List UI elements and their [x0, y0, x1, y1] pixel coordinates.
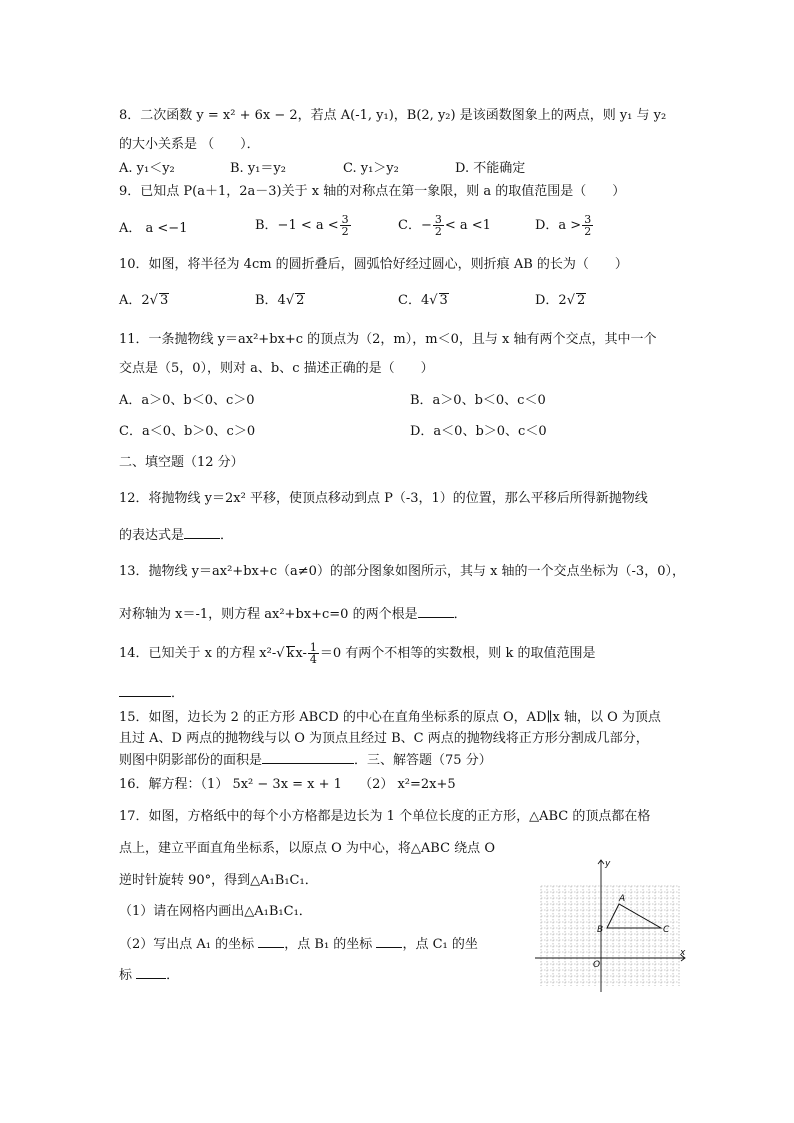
answer-blank	[184, 526, 220, 539]
q12-line1: 12．将抛物线 y＝2x² 平移，使顶点移动到点 P（-3，1）的位置，那么平移后所得新抛物线	[119, 491, 648, 506]
q9-option-c: C．− $\frac{3}{2}$ < a <1	[398, 213, 491, 238]
q13-line2: 对称轴为 x＝-1，则方程 ax²+bx+c=0 的两个根是 ．	[119, 607, 467, 622]
q15-line2: 且过 A、D 两点的抛物线与以 O 为顶点且经过 B、C 两点的抛物线将正方形分割成几部分，	[119, 731, 649, 746]
answer-blank	[418, 605, 454, 618]
answer-blank	[376, 935, 402, 948]
y-axis-label: y	[605, 859, 611, 869]
q14-line1: 14．已知关于 x 的方程 x²-√ kx- $\frac{1}{4}$ ＝0 有两个不相等的实数根，则 k 的取值范围是	[119, 641, 596, 666]
q17-part2: （2）写出点 A₁ 的坐标 ，点 B₁ 的坐标 ，点 C₁ 的坐	[119, 937, 478, 952]
origin-label: O	[593, 960, 601, 970]
q10-option-a: A．2√ 3	[119, 293, 169, 308]
q8-line2: 的大小关系是 （ ）．	[119, 137, 260, 152]
coordinate-grid	[527, 856, 689, 996]
q9-option-d: D．a > $\frac{3}{2}$	[535, 213, 592, 238]
point-a-label: A	[619, 894, 626, 904]
q10-option-c: C．4√ 3	[398, 293, 448, 308]
q17-part1: （1）请在网格内画出△A₁B₁C₁．	[119, 904, 312, 919]
q17-line2: 点上，建立平面直角坐标系，以原点 O 为中心，将△ABC 绕点 O	[119, 841, 495, 856]
q17-part2-cont: 标 ．	[119, 968, 180, 983]
grid-figure	[527, 856, 689, 996]
q11-option-b: B．a＞0、b＜0、c＜0	[410, 393, 546, 408]
point-c-label: C	[663, 925, 670, 935]
grid-lines	[541, 886, 679, 986]
q10-option-d: D．2√ 2	[535, 293, 586, 308]
answer-blank	[258, 935, 284, 948]
q10-stem: 10．如图，将半径为 4cm 的圆折叠后，圆弧恰好经过圆心，则折痕 AB 的长为（ ）	[119, 257, 628, 272]
q17-line1: 17．如图，方格纸中的每个小方格都是边长为 1 个单位长度的正方形，△ABC 的顶点都在格	[119, 809, 651, 824]
q8-line1: 8．二次函数 y = x² + 6x − 2，若点 A(-1, y₁)，B(2, y₂) 是该函数图象上的两点，则 y₁ 与 y₂	[119, 108, 667, 123]
answer-blank	[136, 966, 166, 979]
answer-blank	[119, 684, 171, 697]
q13-line1: 13．抛物线 y＝ax²+bx+c（a≠0）的部分图象如图所示，其与 x 轴的一个交点坐标为（-3，0），	[119, 564, 685, 579]
q11-option-a: A．a＞0、b＜0、c＞0	[119, 393, 255, 408]
q8-option-c: C. y₁＞y₂	[343, 161, 399, 176]
q9-stem: 9．已知点 P(a＋1，2a－3)关于 x 轴的对称点在第一象限，则 a 的取值范围是（ ）	[119, 184, 626, 199]
q11-line1: 11．一条抛物线 y＝ax²+bx+c 的顶点为（2，m），m＜0，且与 x 轴有两个交点，其中一个	[119, 332, 657, 347]
q11-line2: 交点是（5，0），则对 a、b、c 描述正确的是（ ）	[119, 361, 434, 376]
q8-option-d: D. 不能确定	[455, 161, 526, 176]
q9-option-a: A． a <−1	[119, 221, 188, 236]
q15-line3: 则图中阴影部份的面积是 ．三、解答题（75 分）	[119, 753, 492, 768]
q17-line3: 逆时针旋转 90°，得到△A₁B₁C₁．	[119, 873, 318, 888]
q11-option-d: D．a＜0、b＞0、c＜0	[410, 424, 547, 439]
q14-line2: ．	[119, 684, 184, 703]
answer-blank	[262, 751, 354, 764]
q12-line2: 的表达式是 ．	[119, 528, 234, 543]
q10-option-b: B．4√ 2	[255, 293, 305, 308]
point-b-label: B	[597, 925, 604, 935]
section-2-heading: 二、填空题（12 分）	[119, 455, 244, 470]
q15-line1: 15．如图，边长为 2 的正方形 ABCD 的中心在直角坐标系的原点 O，AD∥x 轴，以 O 为顶点	[119, 710, 661, 725]
q8-option-b: B. y₁＝y₂	[230, 161, 286, 176]
q11-option-c: C．a＜0、b＞0、c＞0	[119, 424, 256, 439]
q9-option-b: B．−1 < a < $\frac{3}{2}$	[255, 213, 349, 238]
q8-option-a: A. y₁＜y₂	[119, 161, 175, 176]
x-axis-label: x	[680, 948, 686, 958]
q16: 16．解方程：（1） 5x² − 3x = x + 1 （2） x²=2x+5	[119, 777, 456, 792]
